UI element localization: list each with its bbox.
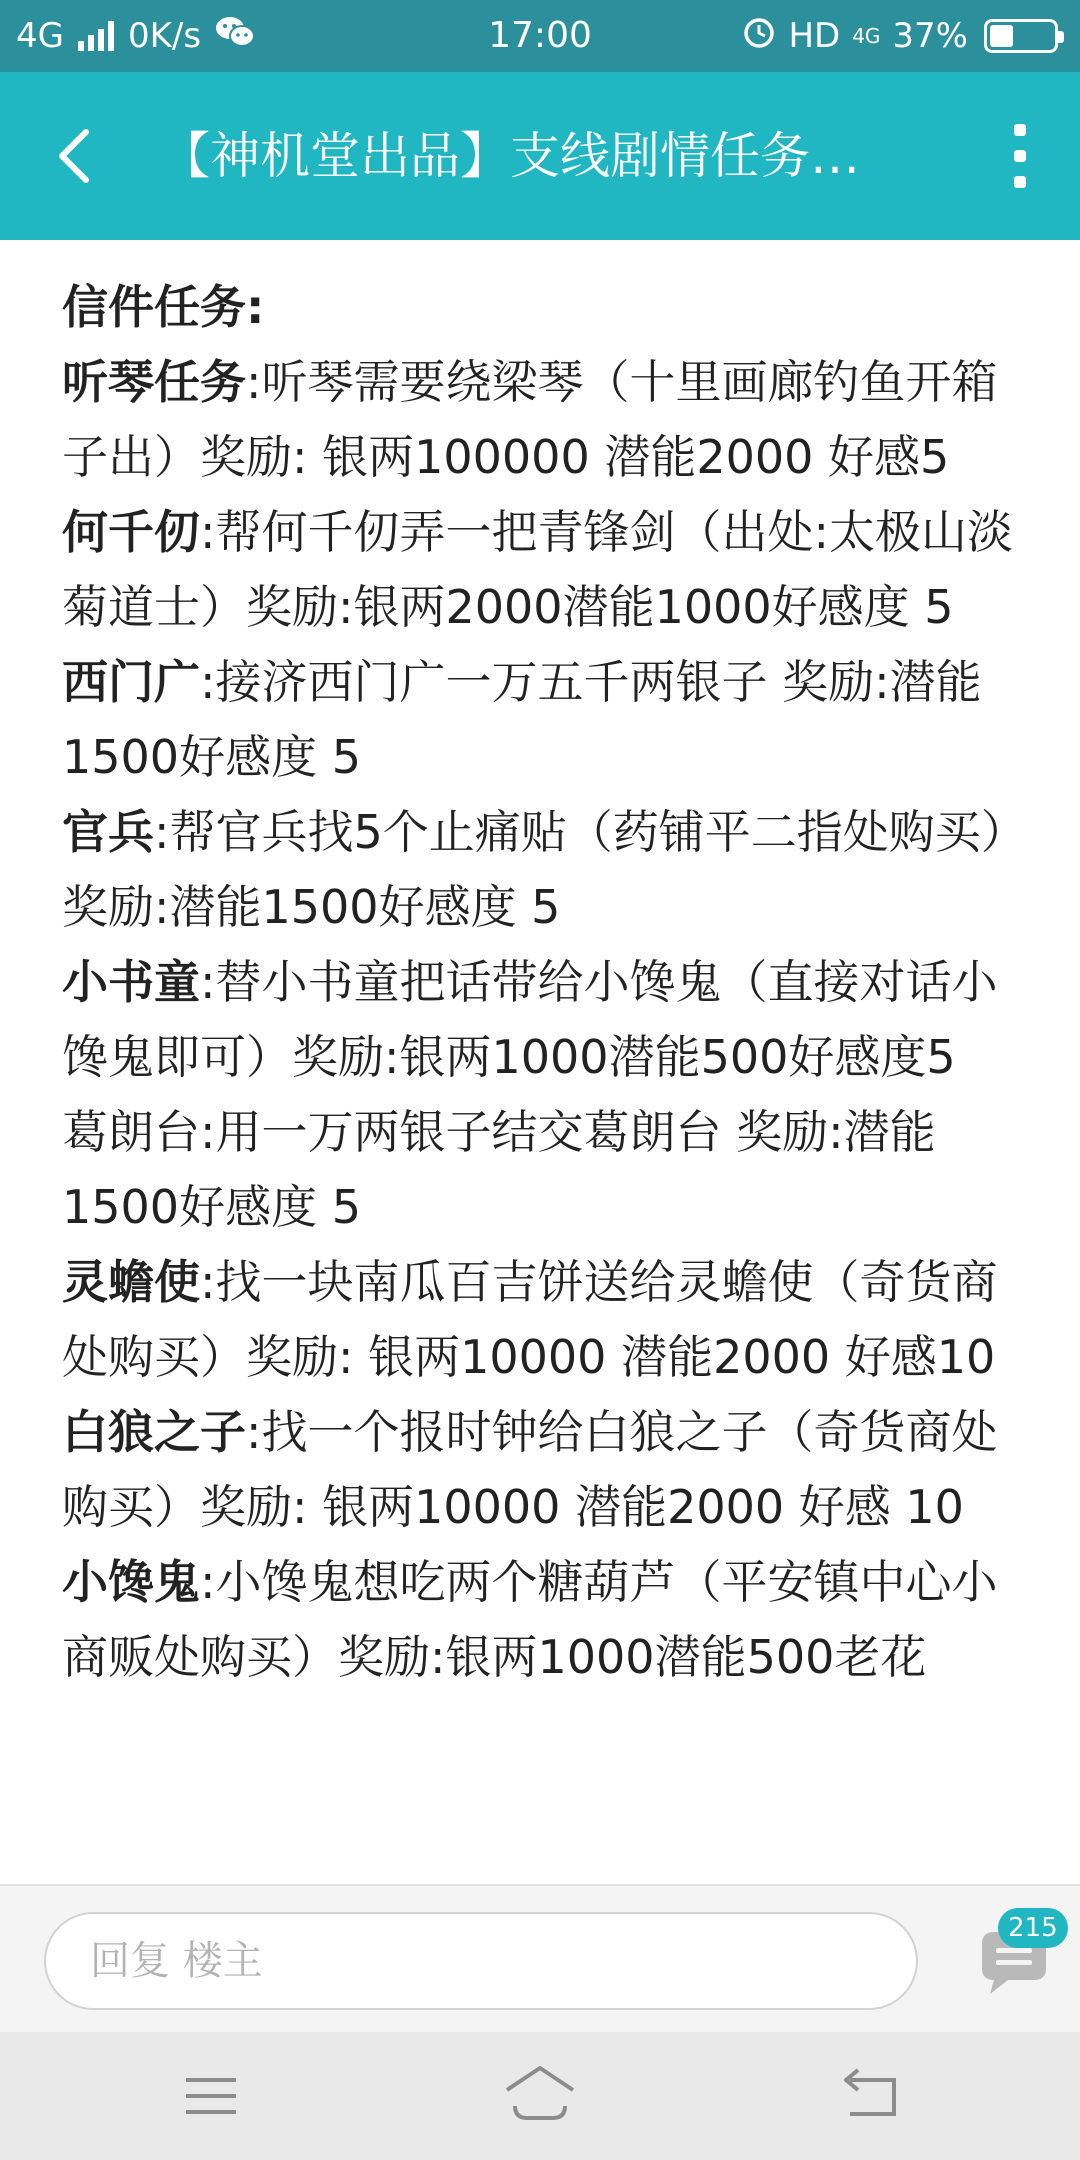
app-bar [0,72,1080,240]
comment-count-badge: 215 [998,1908,1068,1948]
more-vert-icon[interactable] [1000,124,1040,188]
reply-bar [0,1884,1080,2032]
battery-icon [984,19,1058,53]
post-line: 信件任务: [62,280,265,334]
status-bar [0,0,1080,72]
post-content [0,240,1080,1884]
network-label: 4G [16,16,64,56]
network-speed: 0K/s [127,16,202,56]
post-line: 西门广:接济西门广一万五千两银子 奖励:潜能1500好感度 5 [62,655,982,784]
post-line: 小馋鬼:小馋鬼想吃两个糖葫芦（平安镇中心小商贩处购买）奖励:银两1000潜能500老花 [62,1555,998,1684]
menu-icon[interactable] [166,2056,256,2136]
hd-label: HD [788,16,841,56]
home-icon[interactable] [495,2056,585,2136]
battery-percent: 37% [892,16,968,56]
post-line: 灵蟾使:找一块南瓜百吉饼送给灵蟾使（奇货商处购买）奖励: 银两10000 潜能2000 好感10 [62,1255,998,1384]
wechat-icon [215,15,255,58]
post-line: 小书童:替小书童把话带给小馋鬼（直接对话小馋鬼即可）奖励:银两1000潜能500好感度5 [62,955,998,1084]
nav-bar [0,2032,1080,2160]
alarm-icon [742,15,776,58]
post-line: 白狼之子:找一个报时钟给白狼之子（奇货商处购买）奖励: 银两10000 潜能2000 好感 10 [62,1405,998,1534]
post-line: 何千仞:帮何千仞弄一把青锋剑（出处:太极山淡菊道士）奖励:银两2000潜能1000好感度 5 [62,505,1013,634]
signal-icon [78,21,114,51]
back-icon[interactable] [824,2056,914,2136]
status-left [16,0,255,72]
post-line: 官兵:帮官兵找5个止痛贴（药铺平二指处购买）奖励:潜能1500好感度 5 [62,805,1004,934]
status-time: 17:00 [488,15,592,56]
reply-input[interactable]: 回复 楼主 [44,1912,918,2010]
post-line: 葛朗台:用一万两银子结交葛朗台 奖励:潜能1500好感度 5 [62,1105,936,1234]
post-line: 听琴任务:听琴需要绕梁琴（十里画廊钓鱼开箱子出）奖励: 银两100000 潜能2000 好感5 [62,355,998,484]
status-right [742,0,1058,72]
net-type-label: 4G [852,24,881,48]
page-title: 【神机堂出品】支线剧情任务… [160,127,860,185]
battery-fill [990,25,1013,47]
back-arrow-icon[interactable] [34,116,114,196]
